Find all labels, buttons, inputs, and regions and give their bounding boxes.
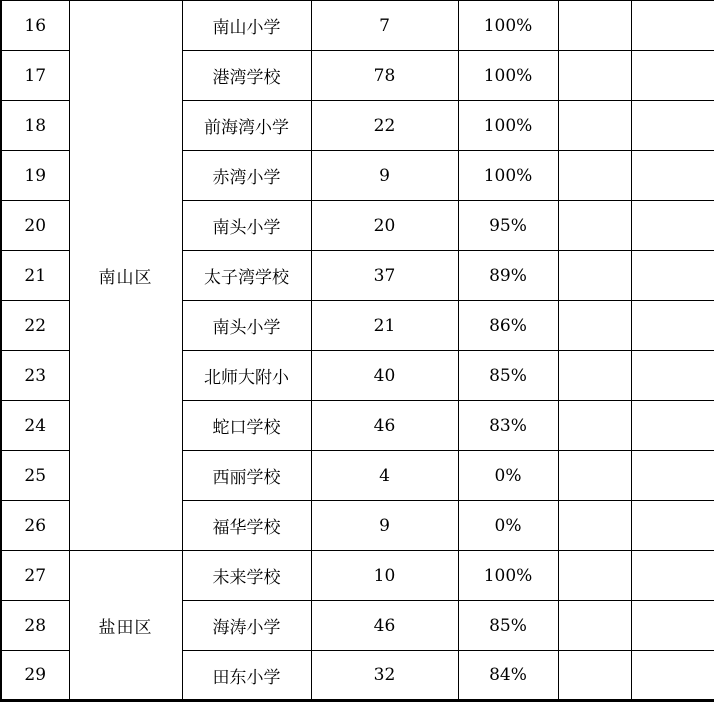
school-name-cell: 福华学校: [182, 501, 311, 551]
row-number-cell: 16: [1, 1, 69, 51]
table-row: [1, 1, 714, 51]
empty-cell: [631, 201, 714, 251]
row-number-cell: 23: [1, 351, 69, 401]
count-cell: 37: [311, 251, 458, 301]
count-cell: 32: [311, 651, 458, 701]
empty-cell: [631, 351, 714, 401]
count-cell: 10: [311, 551, 458, 601]
row-number-cell: 25: [1, 451, 69, 501]
percent-cell: 0%: [458, 451, 558, 501]
percent-cell: 95%: [458, 201, 558, 251]
percent-cell: 100%: [458, 51, 558, 101]
empty-cell: [558, 501, 631, 551]
percent-cell: 100%: [458, 101, 558, 151]
empty-cell: [558, 351, 631, 401]
empty-cell: [558, 551, 631, 601]
percent-cell: 0%: [458, 501, 558, 551]
row-number-cell: 22: [1, 301, 69, 351]
empty-cell: [631, 301, 714, 351]
count-cell: 46: [311, 601, 458, 651]
school-name-cell: 港湾学校: [182, 51, 311, 101]
empty-cell: [631, 51, 714, 101]
row-number-cell: 21: [1, 251, 69, 301]
percent-cell: 89%: [458, 251, 558, 301]
count-cell: 46: [311, 401, 458, 451]
percent-cell: 86%: [458, 301, 558, 351]
count-cell: 21: [311, 301, 458, 351]
row-number-cell: 17: [1, 51, 69, 101]
count-cell: 40: [311, 351, 458, 401]
empty-cell: [558, 251, 631, 301]
empty-cell: [631, 451, 714, 501]
row-number-cell: 26: [1, 501, 69, 551]
row-number-cell: 19: [1, 151, 69, 201]
empty-cell: [558, 1, 631, 51]
count-cell: 22: [311, 101, 458, 151]
count-cell: 9: [311, 501, 458, 551]
empty-cell: [631, 1, 714, 51]
percent-cell: 100%: [458, 1, 558, 51]
empty-cell: [558, 401, 631, 451]
empty-cell: [631, 251, 714, 301]
percent-cell: 100%: [458, 551, 558, 601]
percent-cell: 100%: [458, 151, 558, 201]
empty-cell: [631, 151, 714, 201]
count-cell: 20: [311, 201, 458, 251]
district-cell: 盐田区: [69, 551, 182, 701]
school-name-cell: 赤湾小学: [182, 151, 311, 201]
school-name-cell: 北师大附小: [182, 351, 311, 401]
count-cell: 78: [311, 51, 458, 101]
empty-cell: [558, 201, 631, 251]
row-number-cell: 28: [1, 601, 69, 651]
empty-cell: [558, 51, 631, 101]
empty-cell: [558, 101, 631, 151]
row-number-cell: 20: [1, 201, 69, 251]
empty-cell: [631, 651, 714, 701]
count-cell: 7: [311, 1, 458, 51]
count-cell: 9: [311, 151, 458, 201]
percent-cell: 83%: [458, 401, 558, 451]
empty-cell: [631, 401, 714, 451]
school-name-cell: 蛇口学校: [182, 401, 311, 451]
empty-cell: [558, 151, 631, 201]
school-name-cell: 西丽学校: [182, 451, 311, 501]
row-number-cell: 29: [1, 651, 69, 701]
district-cell: 南山区: [69, 1, 182, 551]
school-name-cell: 未来学校: [182, 551, 311, 601]
school-name-cell: 海涛小学: [182, 601, 311, 651]
school-name-cell: 太子湾学校: [182, 251, 311, 301]
school-name-cell: 南头小学: [182, 301, 311, 351]
percent-cell: 85%: [458, 351, 558, 401]
school-name-cell: 前海湾小学: [182, 101, 311, 151]
row-number-cell: 27: [1, 551, 69, 601]
empty-cell: [558, 601, 631, 651]
percent-cell: 85%: [458, 601, 558, 651]
empty-cell: [631, 551, 714, 601]
school-name-cell: 南头小学: [182, 201, 311, 251]
school-name-cell: 南山小学: [182, 1, 311, 51]
row-number-cell: 18: [1, 101, 69, 151]
empty-cell: [631, 601, 714, 651]
empty-cell: [558, 451, 631, 501]
percent-cell: 84%: [458, 651, 558, 701]
row-number-cell: 24: [1, 401, 69, 451]
table-row: [1, 551, 714, 601]
count-cell: 4: [311, 451, 458, 501]
empty-cell: [558, 651, 631, 701]
empty-cell: [558, 301, 631, 351]
school-name-cell: 田东小学: [182, 651, 311, 701]
empty-cell: [631, 501, 714, 551]
empty-cell: [631, 101, 714, 151]
